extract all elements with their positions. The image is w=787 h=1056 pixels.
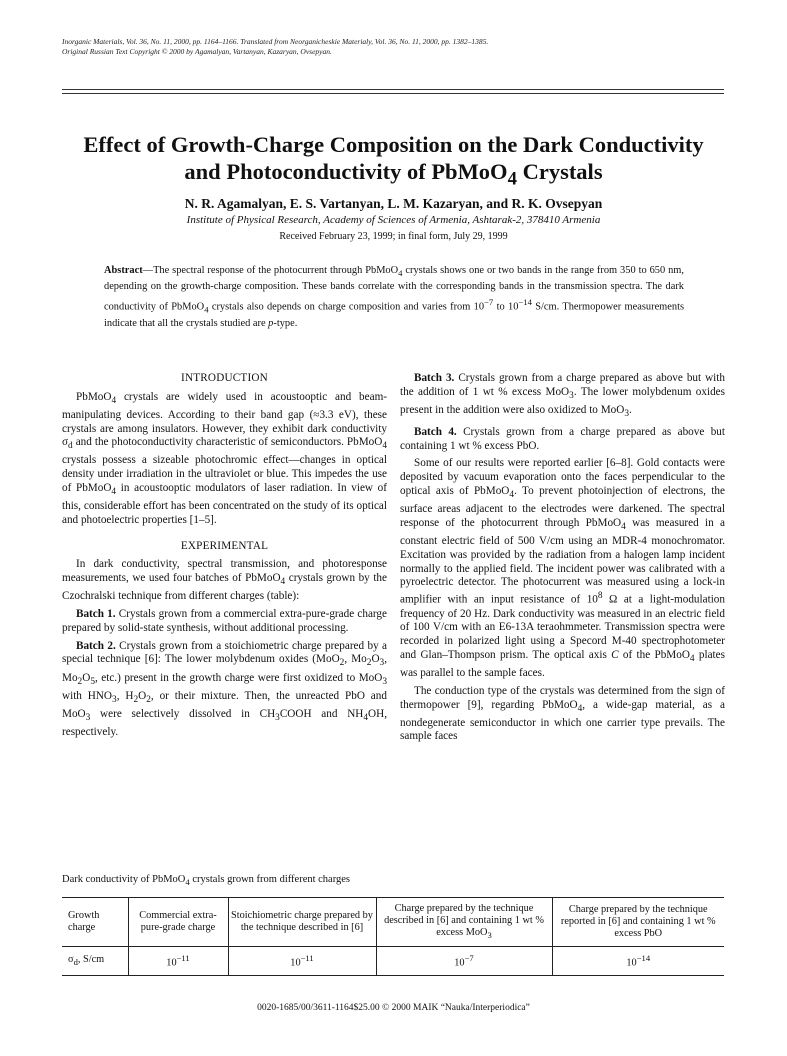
batch4-paragraph: Batch 4. Crystals grown from a charge prepared as above but containing 1 wt % excess PbO. — [400, 425, 725, 452]
paper-title-line2: and Photoconductivity of PbMoO$_4$ Crystals — [184, 159, 603, 190]
cell-commercial: $10^{-11}$ — [128, 947, 228, 976]
paper-title-line1: Effect of Growth-Charge Composition on the Dark Conductivity — [83, 132, 704, 157]
left-column — [62, 372, 387, 739]
header-stoichiometric: Stoichiometric charge prepared by the technique described in [6] — [228, 898, 376, 947]
copyright-footer: 0020-1685/00/3611-1164$25.00 © 2000 MAIK “Nauka/Interperiodica” — [257, 1003, 530, 1013]
table-header-row — [62, 898, 724, 947]
header-growth-charge: Growth charge — [68, 910, 100, 933]
row-label-sigma: $\sigma_d$, S/cm — [68, 953, 105, 968]
conductivity-table — [62, 897, 724, 976]
intro-paragraph: PbMoO$_4$ crystals are widely used in acoustooptic and beam-manipulating devices. According to their band gap (≈3.3 eV), these crystals are among insulators. However, they exhibit dark conductivity $\sigma_d$ and the photoconductivity characteristic of semiconductors. PbMoO$_4$ crystals possess a sizeable photochromic effect—changes in optical density under irradiation in the ultraviolet or blue. This impedes the use of PbMoO$_4$ in acoustooptic modulators of laser radiation. In view of this, considerable effort has been concentrated on the study of its optical and photoelectric properties [1–5]. — [62, 390, 387, 526]
header-rule-bottom — [62, 93, 724, 94]
table-caption: Dark conductivity of PbMoO$_4$ crystals grown from different charges — [62, 874, 351, 888]
header-commercial: Commercial extra-pure-grade charge — [128, 898, 228, 947]
received-date: Received February 23, 1999; in final form, July 29, 1999 — [279, 231, 508, 242]
authors: N. R. Agamalyan, E. S. Vartanyan, L. M. Kazaryan, and R. K. Ovsepyan — [184, 196, 603, 211]
batch3-paragraph: Batch 3. Crystals grown from a charge prepared as above but with the addition of 1 wt % excess MoO$_3$. The lower molybdenum oxides present in the addition were also oxidized to MoO$_3$. — [400, 372, 725, 420]
abstract-label: Abstract — [104, 265, 143, 276]
table-row — [62, 947, 724, 976]
header-excess-pbo: Charge prepared by the technique reported in [6] and containing 1 wt % excess PbO — [552, 898, 724, 947]
header-excess-moo3: Charge prepared by the technique described in [6] and containing 1 wt % excess MoO$_3$ — [376, 898, 552, 947]
batch1-paragraph: Batch 1. Crystals grown from a commercial extra-pure-grade charge prepared by solid-state synthesis, without additional processing. — [62, 608, 387, 634]
conduction-type-paragraph: The conduction type of the crystals was determined from the sign of thermopower [9], regarding PbMoO$_4$, a wide-gap material, as a nondegenerate semiconductor in which one carrier type prevails. The sample faces — [400, 684, 725, 743]
cell-stoichiometric: $10^{-11}$ — [228, 947, 376, 976]
batch2-paragraph: Batch 2. Crystals grown from a stoichiometric charge prepared by a special technique [6]: The lower molybdenum oxides (MoO$_2$, $Mo_2O_3$, $Mo_2O_5$, etc.) present in the growth charge were first oxidized to MoO$_3$ with $HNO_3$, $H_2O_2$, or their mixture. Then, the unreacted PbO and MoO$_3$ were selectively dissolved in $CH_3COOH$ and $NH_4OH$, respectively. — [62, 639, 388, 738]
journal-header-line2: Original Russian Text Copyright © 2000 by Agamalyan, Vartanyan, Kazaryan, Ovsepyan. — [62, 47, 332, 56]
journal-header — [62, 37, 488, 57]
paper-title — [40, 131, 747, 193]
section-heading-introduction: INTRODUCTION — [181, 372, 268, 384]
abstract: Abstract—The spectral response of the photocurrent through PbMoO$_4$ crystals shows one or two bands in the range from 350 to 650 nm, depending on the growth-charge composition. These bands correlate with the corresponding bands in the transmission spectra. The dark conductivity of PbMoO$_4$ crystals also depends on charge composition and varies from $10^{-7}$ to $10^{-14}$ S/cm. Thermopower measurements indicate that all the crystals studied are p-type. — [104, 265, 684, 329]
cell-excess-pbo: $10^{-14}$ — [552, 947, 724, 976]
section-heading-experimental: EXPERIMENTAL — [180, 539, 269, 552]
cell-excess-moo3: $10^{-7}$ — [376, 947, 552, 976]
experimental-paragraph: In dark conductivity, spectral transmission, and photoresponse measurements, we used four batches of PbMoO$_4$ crystals grown by the Czochralski technique from different charges (table): — [62, 558, 387, 603]
methods-paragraph: Some of our results were reported earlier [6–8]. Gold contacts were deposited by vacuum evaporation onto the faces perpendicular to the optical axis of PbMoO$_4$. To prevent photoinjection of electrons, the surface areas adjacent to the electrodes were darkened. The spectral response of the photocurrent through PbMoO$_4$ was measured in a constant electric field of 500 V/cm using an MDR-4 monochromator. Excitation was provided by the radiation from a halogen lamp incident normally to the applied field. The incident power was calibrated with a pyroelectric detector. The photocurrent was measured using a lock-in amplifier with an input resistance of $10^8$ Ω at a light-modulation frequency of 20 Hz. Dark conductivity was measured in an electric field of 100 V/cm with an E6-13A teraohmmeter. Transmission spectra were recorded in polarized light using a Specord M-40 spectrophotometer and Glan–Thompson prism. The optical axis C of the PbMoO$_4$ plates was parallel to the sample faces. — [400, 457, 725, 680]
journal-header-line1: Inorganic Materials, Vol. 36, No. 11, 2000, pp. 1164–1166. Translated from Neorganicheskie Materialy, Vol. 36, No. 11, 2000, pp. 1382–1385. — [62, 37, 489, 46]
header-rule-top — [62, 89, 724, 90]
institute: Institute of Physical Research, Academy of Sciences of Armenia, Ashtarak-2, 378410 Armenia — [186, 214, 601, 226]
right-column — [400, 372, 725, 744]
